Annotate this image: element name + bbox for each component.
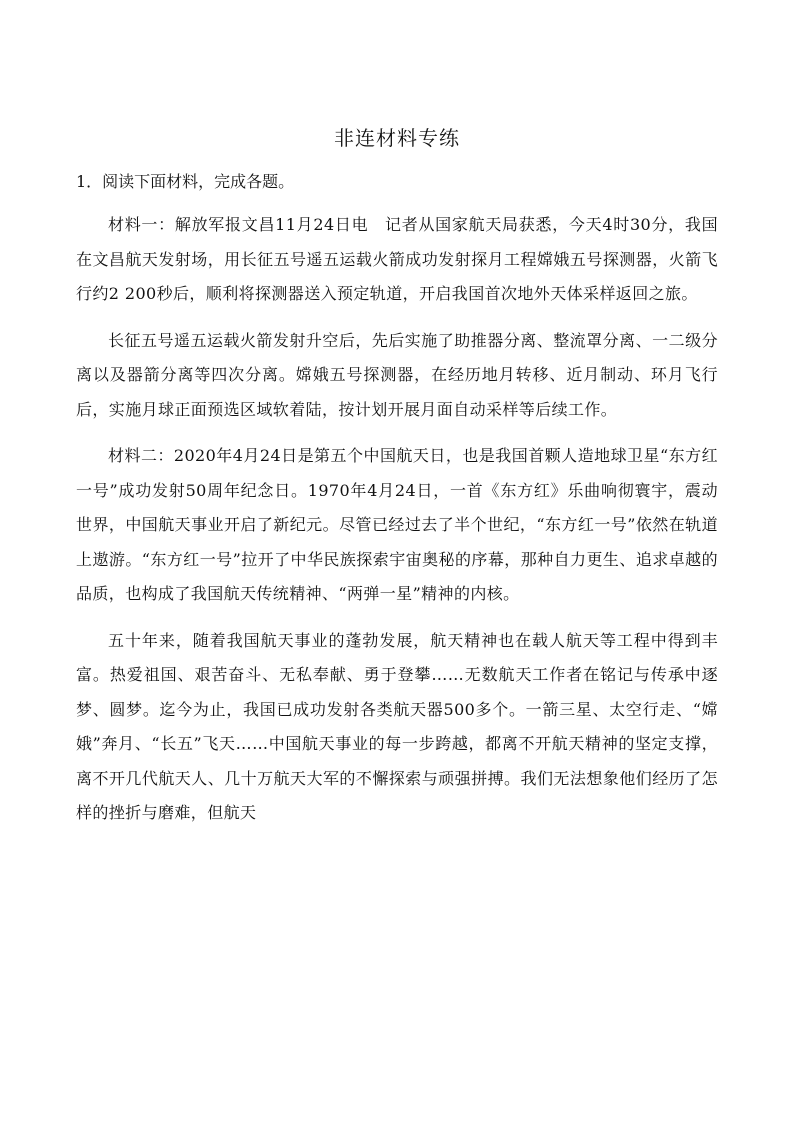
document-title: 非连材料专练 (334, 126, 460, 150)
paragraph-aerospace-spirit: 五十年来，随着我国航天事业的蓬勃发展，航天精神也在载人航天等工程中得到丰富。热爱祖国、艰苦奋斗、无私奉献、勇于登攀……无数航天工作者在铭记与传承中逐梦、圆梦。迄今为止，我国已成功发射各类航天器500多个。一箭三星、太空行走、“嫦娥”奔月、“长五”飞天……中国航天事业的每一步跨越，都离不开航天精神的坚定支撑，离不开几代航天人、几十万航天大军的不懈探索与顽强拼搏。我们无法想象他们经历了怎样的挫折与磨难，但航天 (76, 630, 718, 822)
paragraph-launch-details: 长征五号遥五运载火箭发射升空后，先后实施了助推器分离、整流罩分离、一二级分离以及器箭分离等四次分离。嫦娥五号探测器，在经历地月转移、近月制动、环月飞行后，实施月球正面预选区域软着陆，按计划开展月面自动采样等后续工作。 (76, 330, 718, 419)
material-body (76, 208, 718, 831)
paragraph-material-one: 材料一：解放军报文昌11月24日电 记者从国家航天局获悉，今天4时30分，我国在文昌航天发射场，用长征五号遥五运载火箭成功发射探月工程嫦娥五号探测器，火箭飞行约2 200秒后，顺利将探测器送入预定轨道，开启我国首次地外天体采样返回之旅。 (76, 215, 718, 303)
question-prompt: 1．阅读下面材料，完成各题。 (76, 172, 295, 191)
paragraph-material-two: 材料二：2020年4月24日是第五个中国航天日，也是我国首颗人造地球卫星“东方红一号”成功发射50周年纪念日。1970年4月24日，一首《东方红》乐曲响彻寰宇，震动世界，中国航天事业开启了新纪元。尽管已经过去了半个世纪，“东方红一号”依然在轨道上遨游。“东方红一号”拉开了中华民族探索宇宙奥秘的序幕，那种自力更生、追求卓越的品质，也构成了我国航天传统精神、“两弹一星”精神的内核。 (76, 446, 718, 603)
